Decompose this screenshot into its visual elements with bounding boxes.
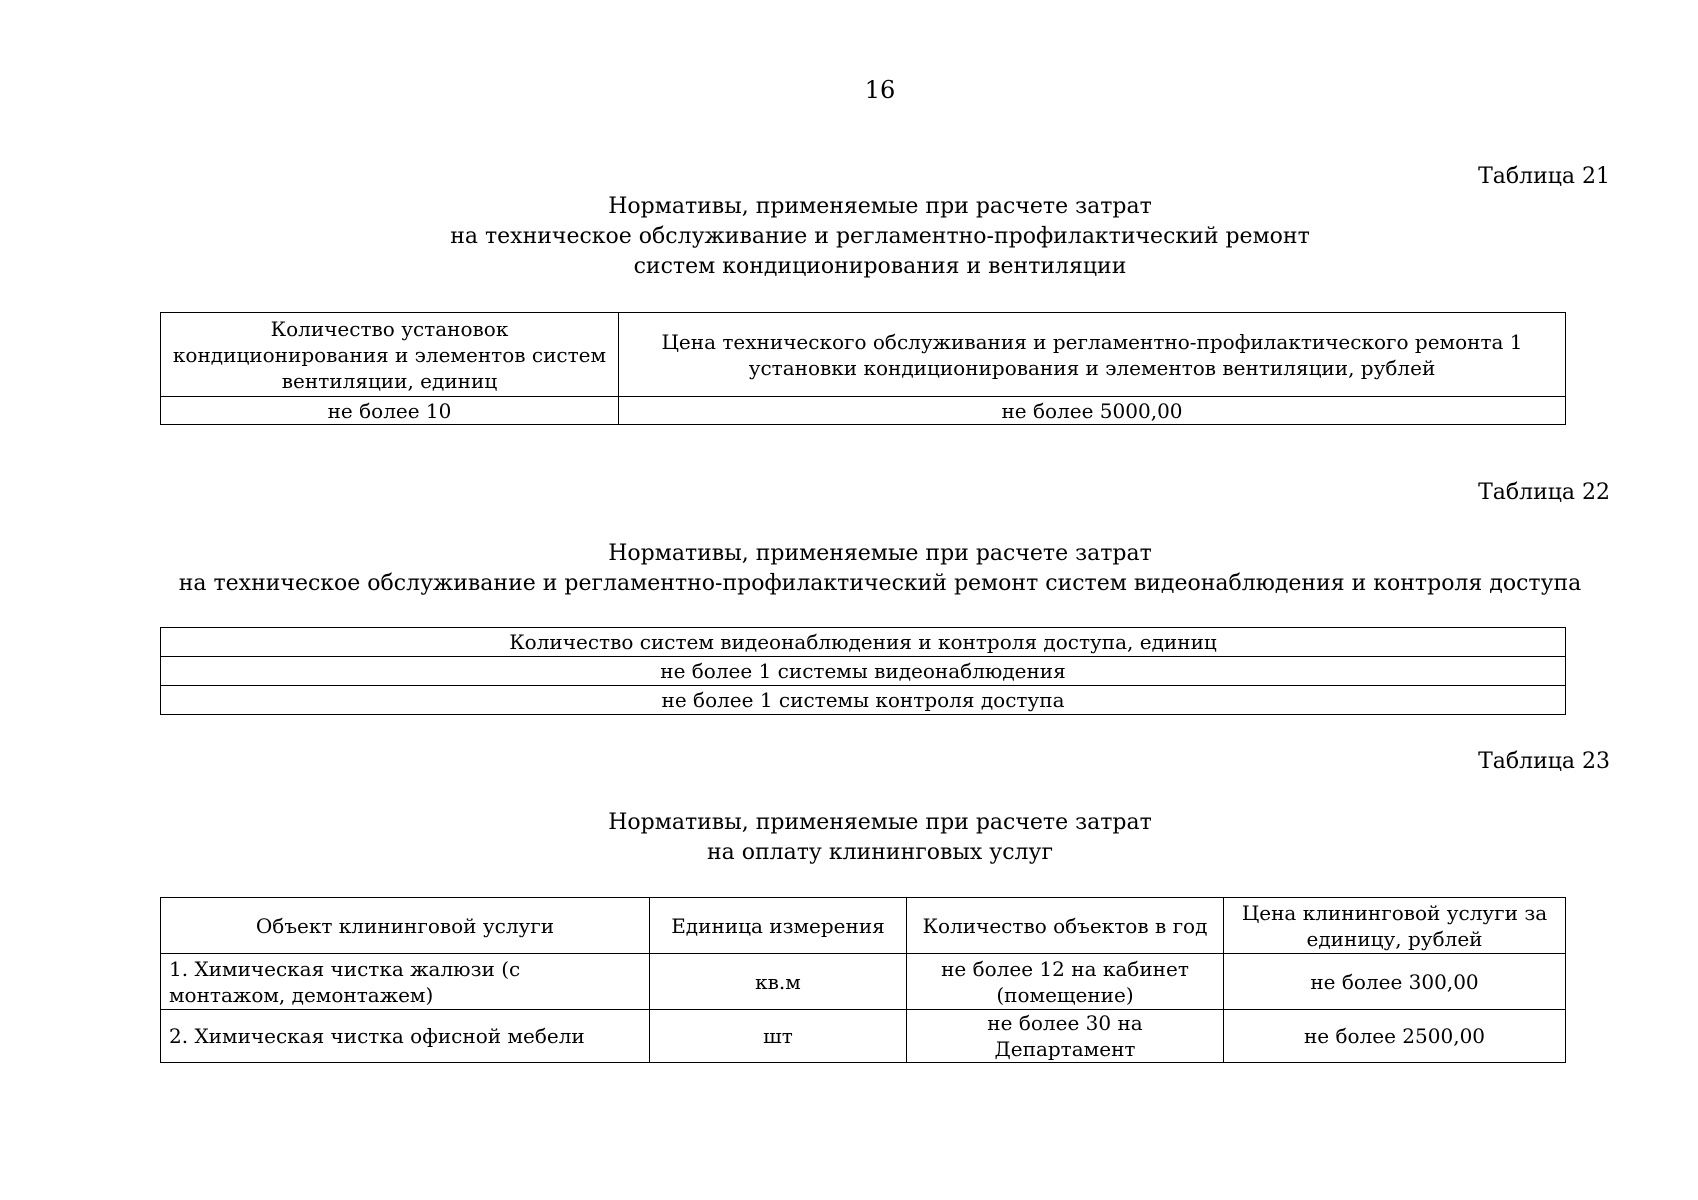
table-23 bbox=[160, 897, 1566, 1063]
table-cell: не более 1 системы видеонаблюдения bbox=[161, 657, 1566, 686]
table-cell: 1. Химическая чистка жалюзи (с монтажом, демонтажем) bbox=[161, 954, 650, 1010]
table-row bbox=[161, 686, 1566, 715]
page-number: 16 bbox=[864, 76, 896, 104]
table-cell: не более 2500,00 bbox=[1224, 1010, 1566, 1063]
table-header-cell: Цена технического обслуживания и регламентно-профилактического ремонта 1 установки кондиционирования и элементов вентиляции, рублей bbox=[619, 313, 1566, 397]
table-header-cell: Количество объектов в год bbox=[907, 898, 1224, 954]
table-row bbox=[161, 397, 1566, 425]
table-21 bbox=[160, 312, 1566, 425]
table-header-cell: Объект клининговой услуги bbox=[161, 898, 650, 954]
table-row bbox=[161, 1010, 1566, 1063]
table-22-heading-line: на техническое обслуживание и регламентно-профилактический ремонт систем видеонаблюдения и контроля доступа bbox=[178, 571, 1582, 596]
table-22 bbox=[160, 627, 1566, 715]
table-header-row bbox=[161, 313, 1566, 397]
table-row bbox=[161, 954, 1566, 1010]
table-cell: не более 10 bbox=[161, 397, 619, 425]
table-header-row bbox=[161, 628, 1566, 657]
table-cell: кв.м bbox=[650, 954, 907, 1010]
table-header-cell: Единица измерения bbox=[650, 898, 907, 954]
table-header-cell: Количество установок кондиционирования и элементов систем вентиляции, единиц bbox=[161, 313, 619, 397]
table-cell: не более 30 на Департамент bbox=[907, 1010, 1224, 1063]
table-header-cell: Количество систем видеонаблюдения и контроля доступа, единиц bbox=[161, 628, 1566, 657]
table-cell: 2. Химическая чистка офисной мебели bbox=[161, 1010, 650, 1063]
table-23-label: Таблица 23 bbox=[1478, 749, 1610, 774]
table-cell: шт bbox=[650, 1010, 907, 1063]
table-cell: не более 300,00 bbox=[1224, 954, 1566, 1010]
table-23-heading-line: Нормативы, применяемые при расчете затрат bbox=[608, 810, 1152, 835]
table-row bbox=[161, 657, 1566, 686]
table-22-label: Таблица 22 bbox=[1478, 480, 1610, 505]
table-header-cell: Цена клининговой услуги за единицу, рублей bbox=[1224, 898, 1566, 954]
table-23-heading-line: на оплату клининговых услуг bbox=[706, 840, 1054, 865]
table-21-heading-line: Нормативы, применяемые при расчете затрат bbox=[608, 194, 1152, 219]
table-21-heading-line: на техническое обслуживание и регламентно-профилактический ремонт bbox=[450, 224, 1310, 249]
table-header-row bbox=[161, 898, 1566, 954]
table-22-heading-line: Нормативы, применяемые при расчете затрат bbox=[608, 541, 1152, 566]
table-cell: не более 1 системы контроля доступа bbox=[161, 686, 1566, 715]
table-22-heading bbox=[160, 539, 1600, 599]
table-cell: не более 12 на кабинет (помещение) bbox=[907, 954, 1224, 1010]
table-21-heading-line: систем кондиционирования и вентиляции bbox=[633, 254, 1127, 279]
table-21-heading bbox=[160, 192, 1600, 282]
table-21-label: Таблица 21 bbox=[1478, 164, 1610, 189]
table-23-heading bbox=[160, 808, 1600, 868]
table-cell: не более 5000,00 bbox=[619, 397, 1566, 425]
